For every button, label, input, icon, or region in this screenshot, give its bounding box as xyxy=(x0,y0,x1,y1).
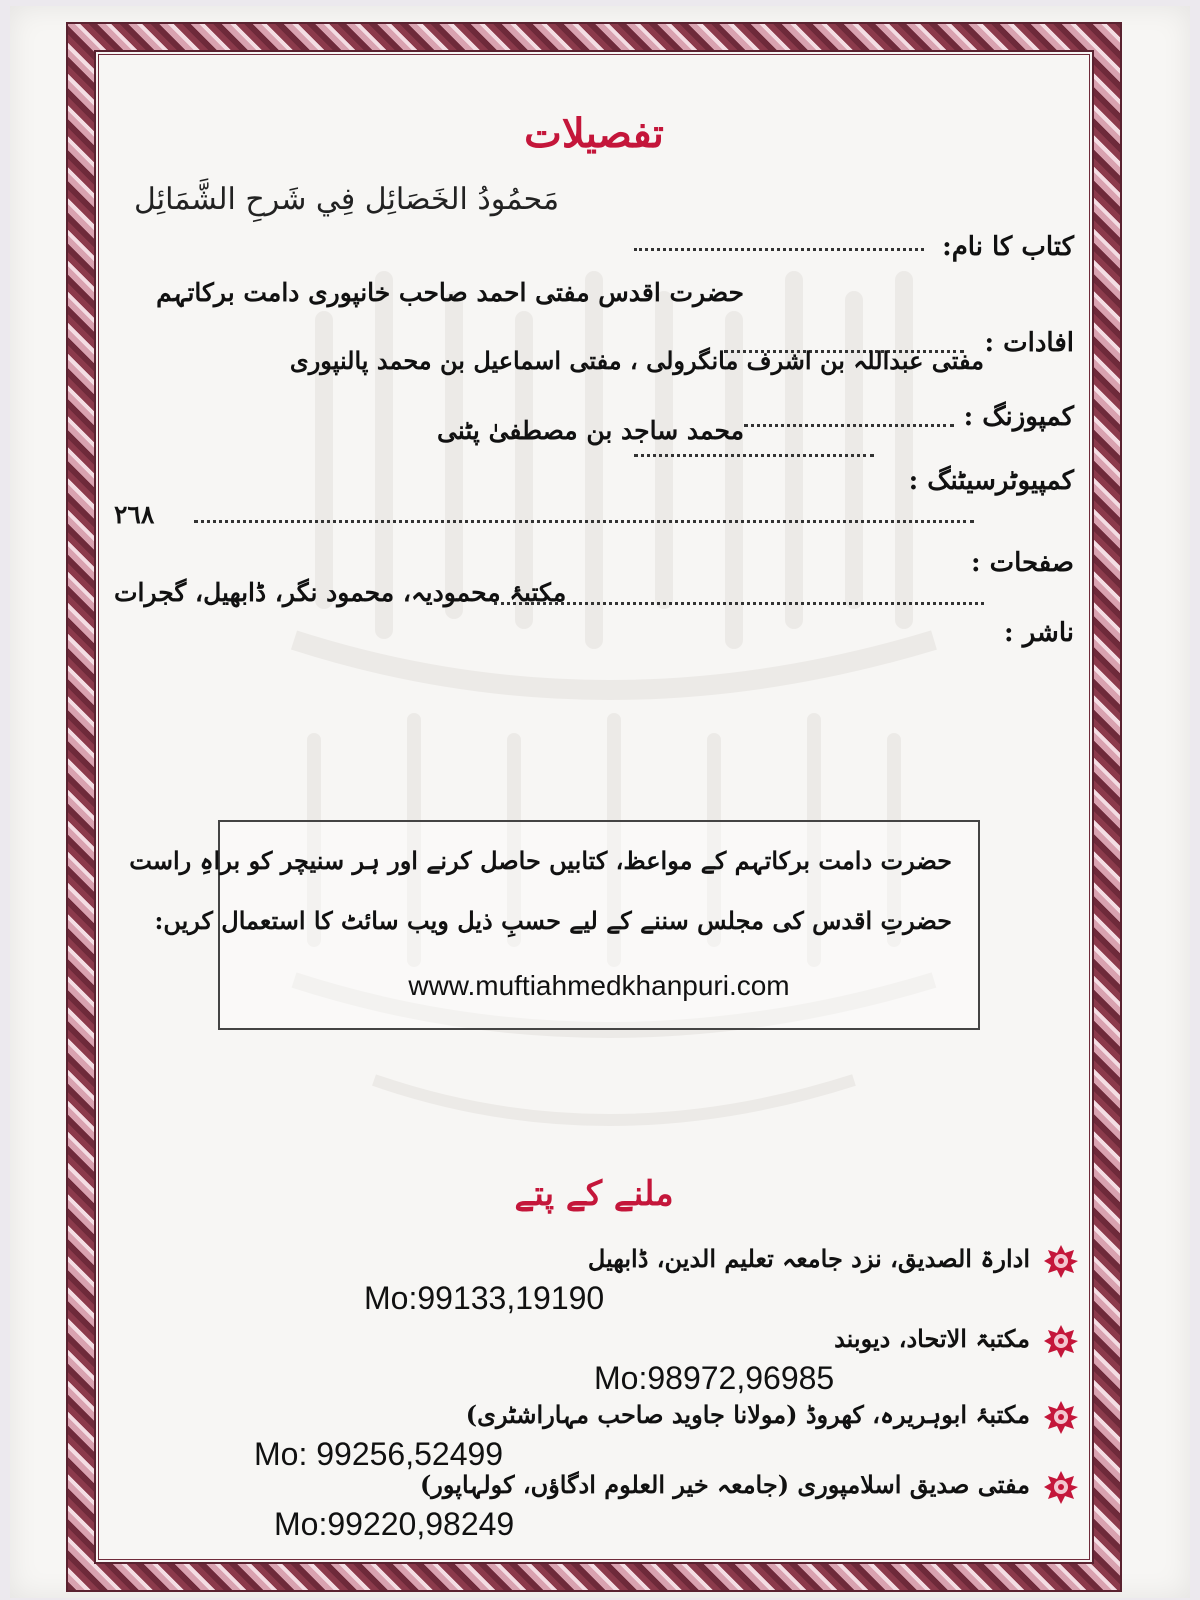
dotted-leader xyxy=(634,454,874,457)
address-phone: Mo: 99256,52499 xyxy=(254,1436,504,1472)
detail-value: مفتی عبداللہ بن اشرف مانگرولی ، مفتی اسماعیل بن محمد پالنپوری xyxy=(289,346,984,375)
publisher-value: مکتبۂ محمودیہ، محمود نگر، ڈابھیل، گجرات xyxy=(114,578,567,607)
detail-value: محمد ساجد بن مصطفیٰ پٹنی xyxy=(437,416,744,445)
notice-line-2: حضرتِ اقدس کی مجلس سننے کے لیے حسبِ ذیل ویب سائٹ کا استعمال کریں: xyxy=(154,906,952,935)
addresses-title: ملنے کے پتے xyxy=(514,1174,674,1214)
dotted-leader xyxy=(494,602,984,605)
detail-label: صفحات : xyxy=(970,548,1074,578)
flower-bullet-icon xyxy=(1044,1324,1078,1358)
page-title: تفصیلات xyxy=(524,110,664,157)
address-name: مکتبۃ الاتحاد، دیوبند xyxy=(834,1324,1030,1353)
address-phone: Mo:98972,96985 xyxy=(594,1360,835,1396)
flower-bullet-icon xyxy=(1044,1400,1078,1434)
page-content xyxy=(114,70,1074,1546)
detail-label: کتاب کا نام: xyxy=(942,232,1074,262)
dotted-leader xyxy=(744,424,954,427)
website-notice-box xyxy=(129,820,980,1030)
dotted-leader xyxy=(194,520,974,523)
address-name: ادارۃ الصدیق، نزد جامعہ تعلیم الدین، ڈابھیل xyxy=(587,1244,1030,1273)
flower-bullet-icon xyxy=(1044,1470,1078,1504)
detail-label: افادات : xyxy=(984,328,1074,358)
detail-value: حضرت اقدس مفتی احمد صاحب خانپوری دامت برکاتہم xyxy=(156,278,744,307)
address-name: مفتی صدیق اسلامپوری (جامعہ خیر العلوم ادگاؤں، کولہاپور) xyxy=(419,1470,1030,1499)
book-page xyxy=(10,6,1190,1598)
detail-label: کمپیوٹرسیٹنگ : xyxy=(908,466,1074,496)
address-phone: Mo:99220,98249 xyxy=(274,1506,515,1542)
dotted-leader xyxy=(634,248,924,251)
pages-value: ٢٦٨ xyxy=(114,500,155,529)
flower-bullet-icon xyxy=(1044,1244,1078,1278)
address-name: مکتبۂ ابوہریرہ، کھروڈ (مولانا جاوید صاحب مہاراشٹری) xyxy=(465,1400,1030,1429)
address-phone: Mo:99133,19190 xyxy=(364,1280,605,1316)
notice-line-1: حضرت دامت برکاتہم کے مواعظ، کتابیں حاصل کرنے اور ہر سنیچر کو براہِ راست xyxy=(129,846,952,875)
website-url[interactable]: www.muftiahmedkhanpuri.com xyxy=(408,970,790,1001)
detail-label: ناشر : xyxy=(1004,618,1074,648)
detail-label: کمپوزنگ : xyxy=(963,402,1074,432)
book-name-value: مَحمُودُ الخَصَائِل فِي شَرحِ الشَّمَائِل xyxy=(134,182,560,217)
